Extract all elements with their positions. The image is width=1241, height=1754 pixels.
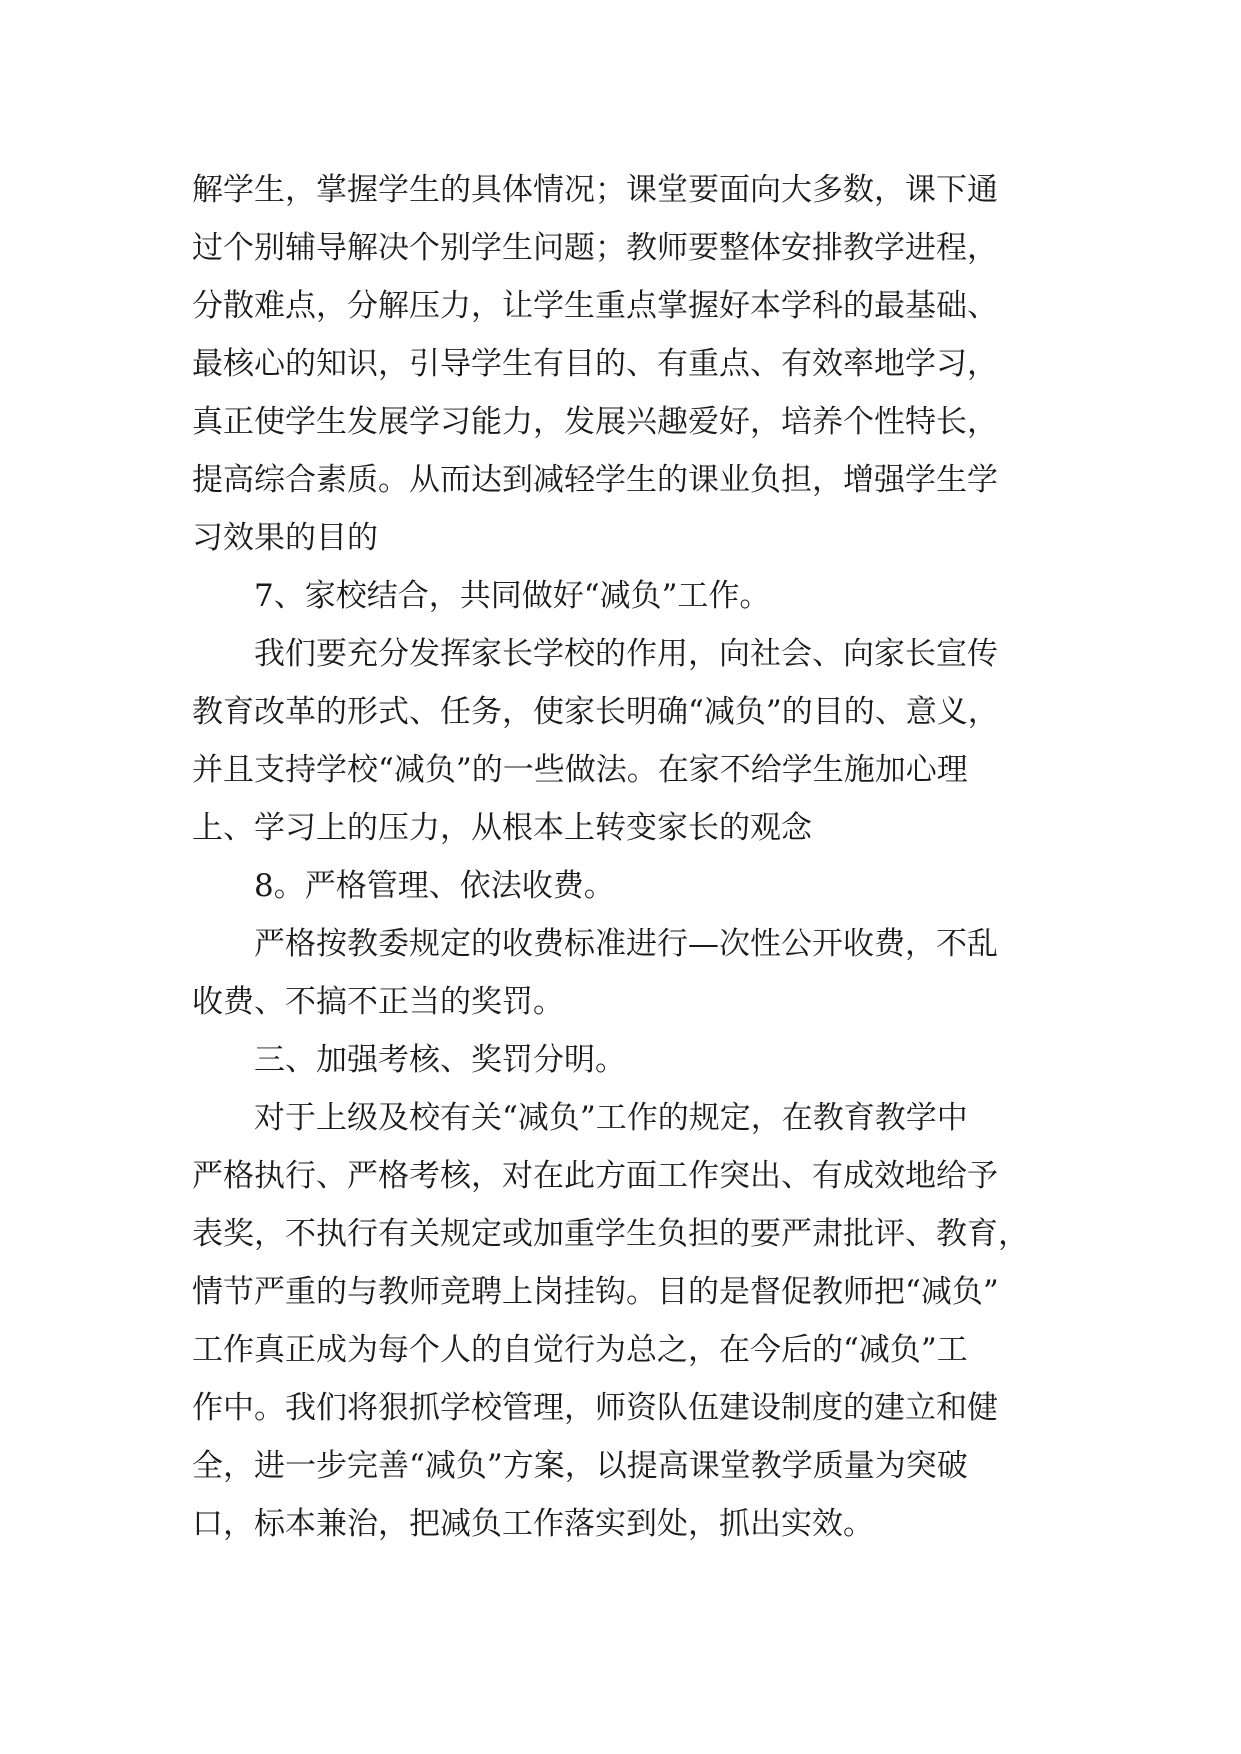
text-line: 解学生，掌握学生的具体情况；课堂要面向大多数，课下通 [192,172,998,208]
text-line: 作中。我们将狠抓学校管理，师资队伍建设制度的建立和健 [192,1390,998,1426]
text-line: 严格执行、严格考核，对在此方面工作突出、有成效地给予 [192,1158,998,1194]
text-line: 工作真正成为每个人的自觉行为总之，在今后的“减负”工 [192,1332,968,1368]
text-line: 过个别辅导解决个别学生问题；教师要整体安排教学进程， [192,230,998,266]
text-line: 最核心的知识，引导学生有目的、有重点、有效率地学习， [192,346,998,382]
paragraph-start: 对于上级及校有关“减负”工作的规定，在教育教学中 [254,1100,968,1136]
text-line: 提高综合素质。从而达到减轻学生的课业负担，增强学生学 [192,462,998,498]
section-heading-8: 8。严格管理、依法收费。 [254,868,615,904]
text-line: 收费、不搞不正当的奖罚。 [192,984,564,1020]
text-line: 分散难点，分解压力，让学生重点掌握好本学科的最基础、 [192,288,998,324]
section-heading-3: 三、加强考核、奖罚分明。 [254,1042,626,1078]
paragraph-start: 严格按教委规定的收费标准进行—次性公开收费，不乱 [254,926,998,962]
text-line: 教育改革的形式、任务，使家长明确“减负”的目的、意义， [192,694,999,730]
text-line: 上、学习上的压力，从根本上转变家长的观念 [192,810,812,846]
section-heading-7: 7、家校结合，共同做好“减负”工作。 [254,578,771,614]
text-line: 习效果的目的 [192,520,378,556]
document-body [192,161,1058,1553]
text-line: 表奖，不执行有关规定或加重学生负担的要严肃批评、教育， [192,1216,1029,1252]
text-line: 全，进一步完善“减负”方案，以提高课堂教学质量为突破 [192,1448,968,1484]
paragraph-start: 我们要充分发挥家长学校的作用，向社会、向家长宣传 [254,636,998,672]
text-line: 真正使学生发展学习能力，发展兴趣爱好，培养个性特长， [192,404,998,440]
text-line: 口，标本兼治，把减负工作落实到处，抓出实效。 [192,1506,874,1542]
text-line: 情节严重的与教师竞聘上岗挂钩。目的是督促教师把“减负” [192,1274,999,1310]
text-line: 并且支持学校“减负”的一些做法。在家不给学生施加心理 [192,752,968,788]
